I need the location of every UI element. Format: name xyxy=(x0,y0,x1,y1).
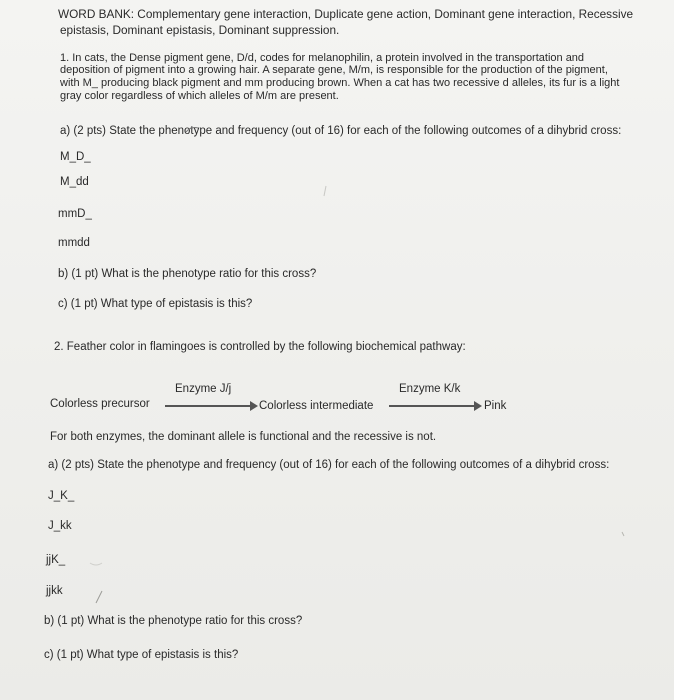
pathway-enzyme-j: Enzyme J/j xyxy=(175,383,232,395)
q1-part-b: b) (1 pt) What is the phenotype ratio for this cross? xyxy=(58,268,317,280)
pathway-start: Colorless precursor xyxy=(50,398,150,410)
pathway-enzyme-k: Enzyme K/k xyxy=(399,383,461,395)
word-bank-line-2: epistasis, Dominant epistasis, Dominant suppression. xyxy=(60,23,340,37)
q2-part-a: a) (2 pts) State the phenotype and frequency (out of 16) for each of the following outcomes of a dihybrid cross: xyxy=(48,459,610,471)
q1-genotype-3: mmD_ xyxy=(58,208,92,220)
q2-intro: 2. Feather color in flamingoes is controlled by the following biochemical pathway: xyxy=(54,341,466,353)
q2-part-b: b) (1 pt) What is the phenotype ratio for this cross? xyxy=(44,615,303,627)
q1-part-c: c) (1 pt) What type of epistasis is this? xyxy=(58,298,253,310)
q1-intro-line-3: with M_ producing black pigment and mm producing brown. When a cat has two recessive d alleles, its fur is a light xyxy=(60,77,620,89)
q2-genotype-1: J_K_ xyxy=(48,490,75,502)
q2-part-c: c) (1 pt) What type of epistasis is this? xyxy=(44,649,239,661)
pathway-middle: Colorless intermediate xyxy=(259,400,374,412)
word-bank-line-1: WORD BANK: Complementary gene interaction, Duplicate gene action, Dominant gene interaction, Recessive xyxy=(58,7,634,21)
q1-intro-line-4: gray color regardless of which alleles of M/m are present. xyxy=(60,90,339,102)
q1-intro-line-2: deposition of pigment into a growing hair. A separate gene, M/m, is responsible for the production of the pigment, xyxy=(60,64,608,76)
q1-genotype-2: M_dd xyxy=(60,176,89,188)
q1-part-a: a) (2 pts) State the phenotype and frequency (out of 16) for each of the following outcomes of a dihybrid cross: xyxy=(60,125,622,137)
q2-genotype-2: J_kk xyxy=(48,520,72,532)
q1-genotype-4: mmdd xyxy=(58,237,90,249)
q2-note: For both enzymes, the dominant allele is functional and the recessive is not. xyxy=(50,431,437,443)
q1-intro-line-1: 1. In cats, the Dense pigment gene, D/d, codes for melanophilin, a protein involved in the transportation and xyxy=(60,52,585,64)
q2-genotype-4: jjkk xyxy=(46,585,63,597)
q2-genotype-3: jjK_ xyxy=(46,554,66,566)
pathway-end: Pink xyxy=(484,400,507,412)
q1-genotype-1: M_D_ xyxy=(60,151,91,163)
